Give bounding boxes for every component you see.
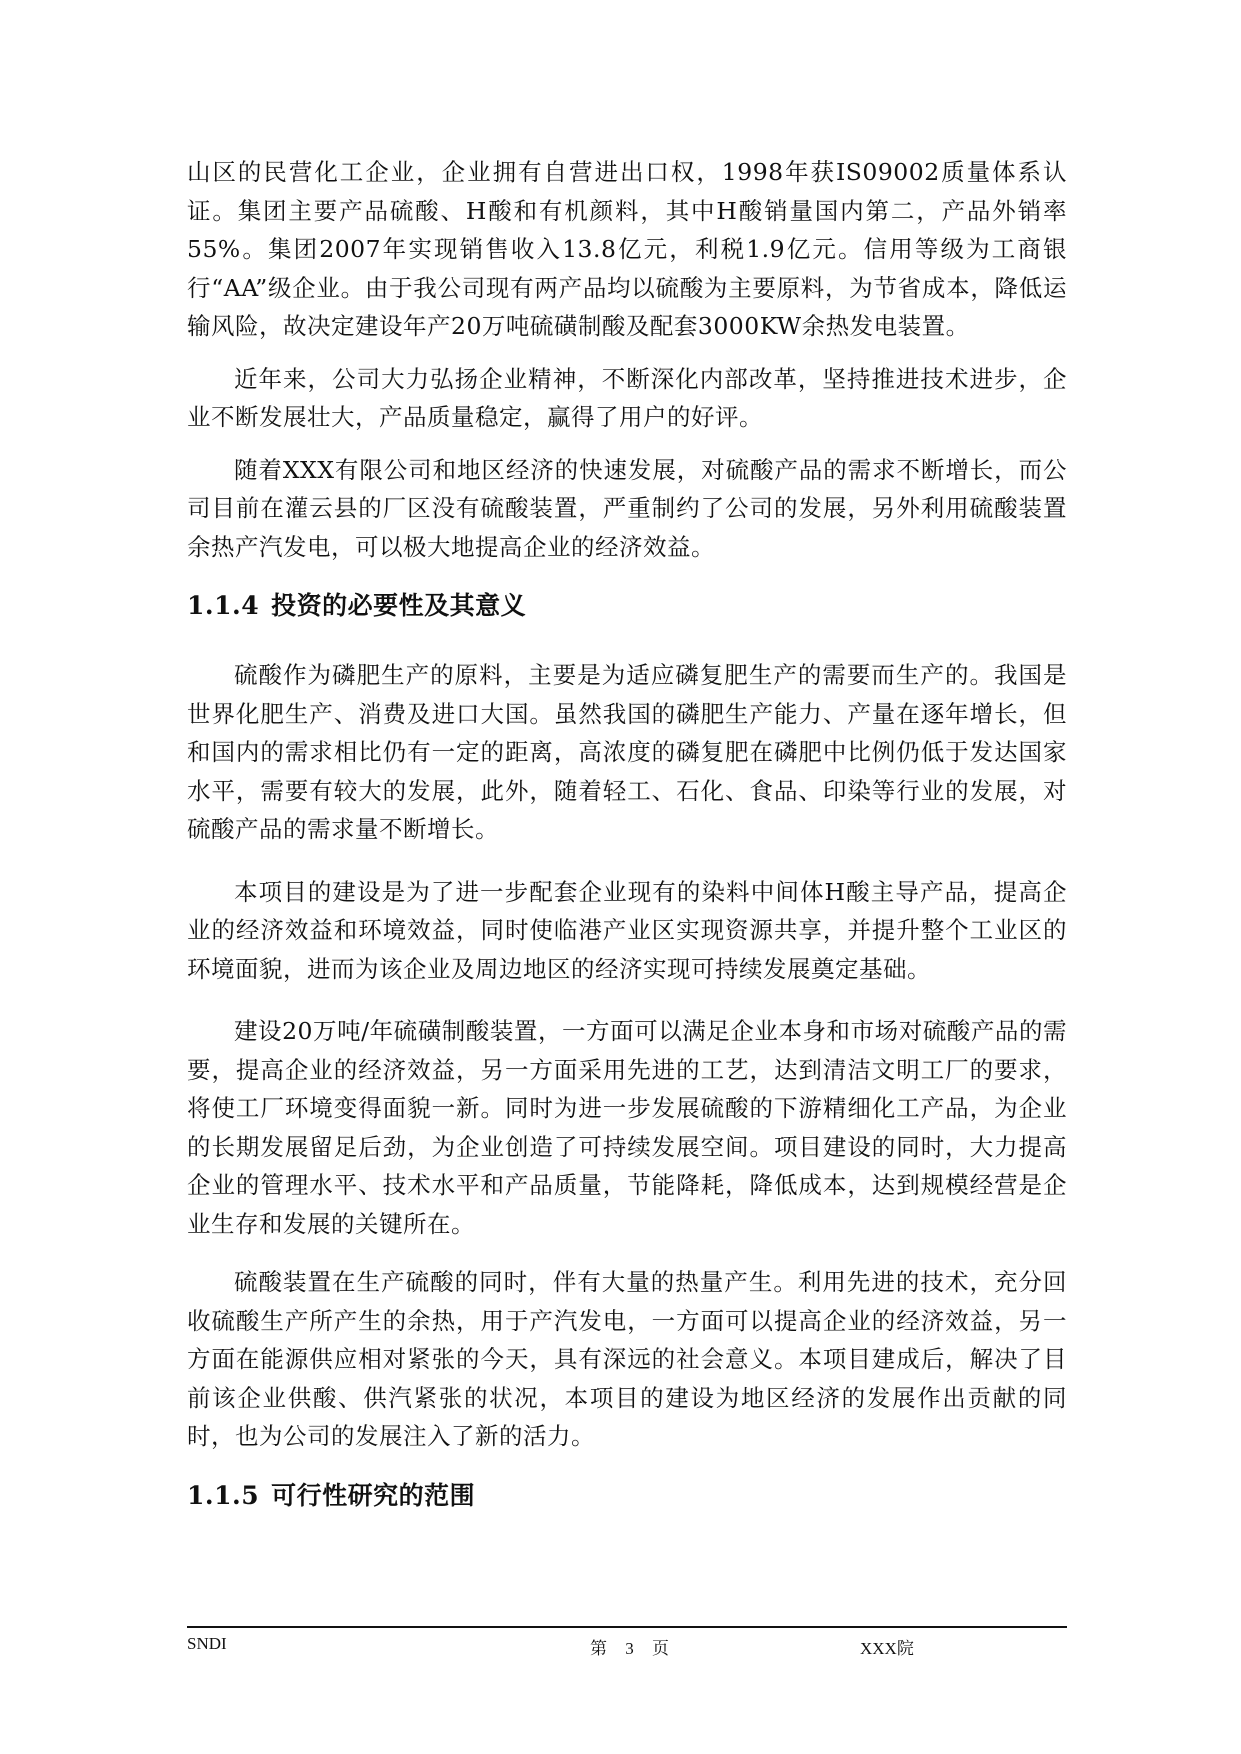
section-1-1-4-paragraph-4: 硫酸装置在生产硫酸的同时，伴有大量的热量产生。利用先进的技术，充分回收硫酸生产所产生的余热，用于产汽发电，一方面可以提高企业的经济效益，另一方面在能源供应相对紧张的今天，具有深远的社会意义。本项目建成后，解决了目前该企业供酸、供汽紧张的状况，本项目的建设为地区经济的发展作出贡献的同时，也为公司的发展注入了新的活力。	[187, 1268, 1067, 1450]
body-paragraph-2: 近年来，公司大力弘扬企业精神，不断深化内部改革，坚持推进技术进步，企业不断发展壮大，产品质量稳定，赢得了用户的好评。	[187, 364, 1067, 431]
body-paragraph-3: 随着XXX有限公司和地区经济的快速发展，对硫酸产品的需求不断增长，而公司目前在灌云县的厂区没有硫酸装置，严重制约了公司的发展，另外利用硫酸装置余热产汽发电，可以极大地提高企业的经济效益。	[187, 455, 1067, 561]
section-1-1-4-paragraph-3: 建设20万吨/年硫磺制酸装置，一方面可以满足企业本身和市场对硫酸产品的需要，提高企业的经济效益，另一方面采用先进的工艺，达到清洁文明工厂的要求，将使工厂环境变得面貌一新。同时为进一步发展硫酸的下游精细化工产品，为企业的长期发展留足后劲，为企业创造了可持续发展空间。项目建设的同时，大力提高企业的管理水平、技术水平和产品质量，节能降耗，降低成本，达到规模经营是企业生存和发展的关键所在。	[187, 1017, 1067, 1238]
section-title: 投资的必要性及其意义	[271, 591, 527, 620]
section-number: 1.1.4	[187, 591, 260, 620]
footer-divider	[187, 1626, 1067, 1628]
footer-institute: XXX院	[860, 1639, 914, 1658]
section-heading-1-1-5	[187, 1476, 1067, 1516]
section-1-1-4-paragraph-2: 本项目的建设是为了进一步配套企业现有的染料中间体H酸主导产品，提高企业的经济效益和环境效益，同时使临港产业区实现资源共享，并提升整个工业区的环境面貌，进而为该企业及周边地区的经济实现可持续发展奠定基础。	[187, 877, 1067, 983]
body-paragraph-1: 山区的民营化工企业，企业拥有自营进出口权，1998年获IS09002质量体系认证。集团主要产品硫酸、H酸和有机颜料，其中H酸销量国内第二，产品外销率55%。集团2007年实现销售收入13.8亿元，利税1.9亿元。信用等级为工商银行“AA”级企业。由于我公司现有两产品均以硫酸为主要原料，为节省成本，降低运输风险，故决定建设年产20万吨硫磺制酸及配套3000KW余热发电装置。	[187, 158, 1067, 340]
footer-org-code: SNDI	[187, 1634, 227, 1653]
section-title: 可行性研究的范围	[271, 1480, 476, 1510]
footer-page-number: 第 3 页	[590, 1639, 669, 1658]
page-content	[187, 153, 1067, 1516]
section-number: 1.1.5	[187, 1480, 260, 1510]
section-1-1-4-paragraph-1: 硫酸作为磷肥生产的原料，主要是为适应磷复肥生产的需要而生产的。我国是世界化肥生产、消费及进口大国。虽然我国的磷肥生产能力、产量在逐年增长，但和国内的需求相比仍有一定的距离，高浓度的磷复肥在磷肥中比例仍低于发达国家水平，需要有较大的发展，此外，随着轻工、石化、食品、印染等行业的发展，对硫酸产品的需求量不断增长。	[187, 661, 1067, 843]
section-heading-1-1-4	[187, 586, 1067, 626]
